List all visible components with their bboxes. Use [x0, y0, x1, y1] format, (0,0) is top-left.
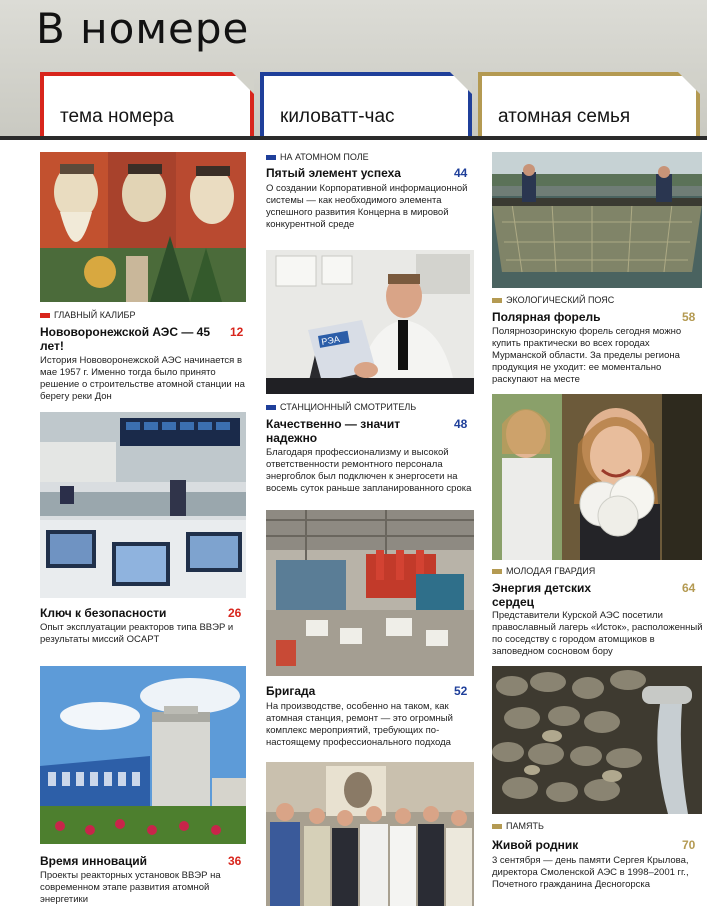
trout-farm-image — [492, 152, 702, 288]
page-number[interactable]: 48 — [454, 417, 468, 431]
article-summary: Опыт эксплуатации реакторов типа ВВЭР и результаты миссий OCAPT — [40, 622, 234, 645]
section-label: МОЛОДАЯ ГВАРДИЯ — [492, 566, 595, 576]
article-title[interactable]: Бригада — [266, 684, 316, 698]
spring-water-image — [492, 666, 702, 814]
header-band — [0, 0, 707, 140]
tab-label: киловатт-час — [280, 106, 395, 127]
page-number[interactable]: 58 — [682, 310, 696, 324]
section-label: ЭКОЛОГИЧЕСКИЙ ПОЯС — [492, 295, 614, 305]
article-summary: Проекты реакторных установок ВВЭР на современном этапе развития атомной энергетики — [40, 870, 221, 905]
article-summary: На производстве, особенно на таком, как атомная станция, ремонт — это огромный комплекс мероприятий, требующих по-настоящему профессионального подхода — [266, 701, 453, 748]
executive-portrait-image — [266, 250, 474, 394]
section-label: СТАНЦИОННЫЙ СМОТРИТЕЛЬ — [266, 402, 416, 412]
section-marker — [492, 569, 502, 574]
article-title[interactable]: Нововоронежской АЭС — 45 лет! — [40, 325, 211, 353]
page-number[interactable]: 26 — [228, 606, 242, 620]
children-camp-image — [492, 394, 702, 560]
page-number[interactable]: 12 — [230, 325, 244, 339]
section-marker — [40, 313, 50, 318]
section-marker — [492, 824, 502, 829]
page-number[interactable]: 64 — [682, 581, 696, 595]
section-marker — [266, 155, 276, 160]
article-summary: Представители Курской АЭС посетили православный лагерь «Исток», расположенный по соседству с городом атомщиков в заповедном сосновом бору — [492, 610, 703, 657]
page-title: В номере — [36, 4, 250, 53]
turbine-hall-image — [266, 510, 474, 676]
page-number[interactable]: 70 — [682, 838, 696, 852]
article-title[interactable]: Ключ к безопасности — [40, 606, 167, 620]
section-label: ПАМЯТЬ — [492, 821, 544, 831]
section-marker — [492, 298, 502, 303]
repair-team-image — [266, 762, 474, 906]
page-number[interactable]: 44 — [454, 166, 468, 180]
tab-label: атомная семья — [498, 106, 631, 127]
article-title[interactable]: Качественно — значит надежно — [266, 417, 401, 445]
page-number[interactable]: 52 — [454, 684, 468, 698]
article-title[interactable]: Полярная форель — [492, 310, 601, 324]
article-summary: 3 сентября — день памяти Сергея Крылова, директора Смоленской АЭС в 1998–2001 гг., Почетного гражданина Десногорска — [492, 855, 689, 890]
section-marker — [266, 405, 276, 410]
tab-kilovatt-chas[interactable] — [260, 72, 472, 136]
article-title[interactable]: Время инноваций — [40, 854, 147, 868]
header-divider — [0, 136, 707, 140]
article-title[interactable]: Энергия детских сердец — [492, 581, 592, 609]
section-label: НА АТОМНОМ ПОЛЕ — [266, 152, 369, 162]
article-summary: О создании Корпоративной информационной системы — как необходимого элемента успешного развития Концерна в мировой конкурентной среде — [266, 183, 468, 230]
article-title[interactable]: Живой родник — [492, 838, 579, 852]
page-number[interactable]: 36 — [228, 854, 242, 868]
article-title[interactable]: Пятый элемент успеха — [266, 166, 401, 180]
article-summary: Полярнозоринскую форель сегодня можно купить практически во всех городах Мурманской области. За пределы региона продукция не уходит: ее моментально раскупают на месте — [492, 326, 682, 385]
mosaic-image — [40, 152, 246, 302]
reactor-building-image — [40, 666, 246, 844]
tab-tema-nomera[interactable] — [40, 72, 254, 136]
article-summary: История Нововоронежской АЭС начинается в мае 1957 г. Именно тогда было принято решение о строительстве атомной станции на берегу реки Дон — [40, 355, 245, 402]
article-summary: Благодаря профессионализму и высокой ответственности ремонтного персонала энергоблок был подключен к энергосети на восемь суток раньше запланированного срока — [266, 447, 472, 494]
section-label: ГЛАВНЫЙ КАЛИБР — [40, 310, 135, 320]
magazine-brand: РЭА — [320, 333, 341, 347]
tab-atomnaya-semya[interactable] — [478, 72, 700, 136]
control-room-image — [40, 412, 246, 598]
tab-label: тема номера — [60, 106, 174, 127]
